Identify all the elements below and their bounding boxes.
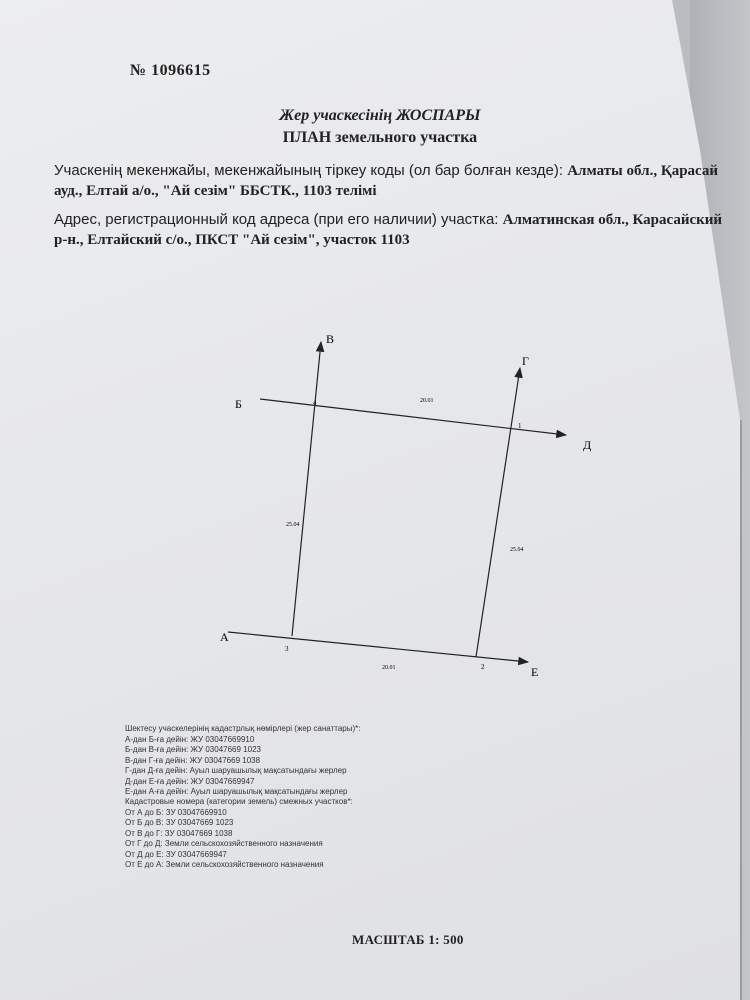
dimension-right: 25.04	[510, 547, 524, 553]
adjacent-ru-title: Кадастровые номера (категории земель) смежных участков*:	[125, 797, 353, 806]
adjacent-kz-item: А-дан Б-ға дейін: ЖУ 03047669910	[125, 734, 255, 744]
point-4: 4	[313, 399, 317, 407]
direction-letter-v: В	[326, 332, 335, 346]
plan-title-kz: Жер учаскесінің ЖОСПАРЫ	[279, 107, 481, 124]
direction-letter-a: А	[220, 630, 229, 644]
adjacent-kz-item: В-дан Г-ға дейін: ЖУ 03047669 1038	[125, 755, 261, 765]
boundary-line-right	[476, 368, 520, 657]
dimension-bottom: 20.01	[382, 665, 396, 671]
adjacent-ru-item: От Б до В: ЗУ 03047669 1023	[125, 818, 234, 827]
point-3: 3	[285, 645, 289, 653]
adjacent-kz-item: Е-дан А-ға дейін: Ауыл шаруашылық мақсатындағы жерлер	[125, 787, 348, 796]
point-2: 2	[481, 663, 485, 671]
adjacent-parcels-ru	[125, 797, 485, 871]
adjacent-ru-item: От Г до Д: Земли сельскохозяйственного назначения	[125, 839, 323, 848]
dimension-top: 20.01	[420, 398, 434, 404]
address-ru-label: Адрес, регистрационный код адреса (при его наличии) участка:	[54, 211, 499, 228]
adjacent-kz-item: Д-дан Е-ға дейін: ЖУ 03047669947	[125, 776, 255, 786]
address-kz-label: Учаскенің мекенжайы, мекенжайының тіркеу коды (ол бар болған кезде):	[54, 162, 564, 179]
direction-letter-b: Б	[235, 397, 242, 411]
adjacent-parcels-kz	[125, 724, 485, 798]
adjacent-ru-item: От Е до А: Земли сельскохозяйственного назначения	[125, 860, 324, 869]
adjacent-ru-item: От А до Б: ЗУ 03047669910	[125, 807, 227, 817]
document-number: № 1096615	[130, 62, 211, 79]
plan-title-ru: ПЛАН земельного участка	[282, 129, 478, 146]
adjacent-kz-title: Шектесу учаскелерінің кадастрлық нөмірлері (жер санаттары)*:	[125, 724, 361, 733]
adjacent-kz-item: Г-дан Д-ға дейін: Ауыл шаруашылық мақсатындағы жерлер	[125, 766, 347, 775]
point-1: 1	[518, 422, 522, 430]
address-kz-value: Алматы обл., Қарасай ауд., Елтай а/о., "Ай сезім" ББСТК., 1103 телімі	[54, 163, 719, 199]
adjacent-ru-item: От В до Г: ЗУ 03047669 1038	[125, 828, 233, 838]
address-ru-value: Алматинская обл., Карасайский р-н., Елтайский с/о., ПКСТ "Ай сезім", участок 1103	[54, 212, 723, 248]
dimension-left: 25.04	[286, 522, 300, 528]
direction-letter-e: Е	[531, 665, 539, 679]
adjacent-kz-item: Б-дан В-ға дейін: ЖУ 03047669 1023	[125, 745, 261, 754]
boundary-line-bottom	[228, 632, 528, 662]
boundary-line-left	[292, 342, 321, 636]
direction-letter-d: Д	[583, 438, 592, 452]
plan-scale: МАСШТАБ 1: 500	[352, 932, 464, 947]
adjacent-ru-item: От Д до Е: ЗУ 03047669947	[125, 849, 227, 859]
direction-letter-g: Г	[522, 354, 529, 368]
